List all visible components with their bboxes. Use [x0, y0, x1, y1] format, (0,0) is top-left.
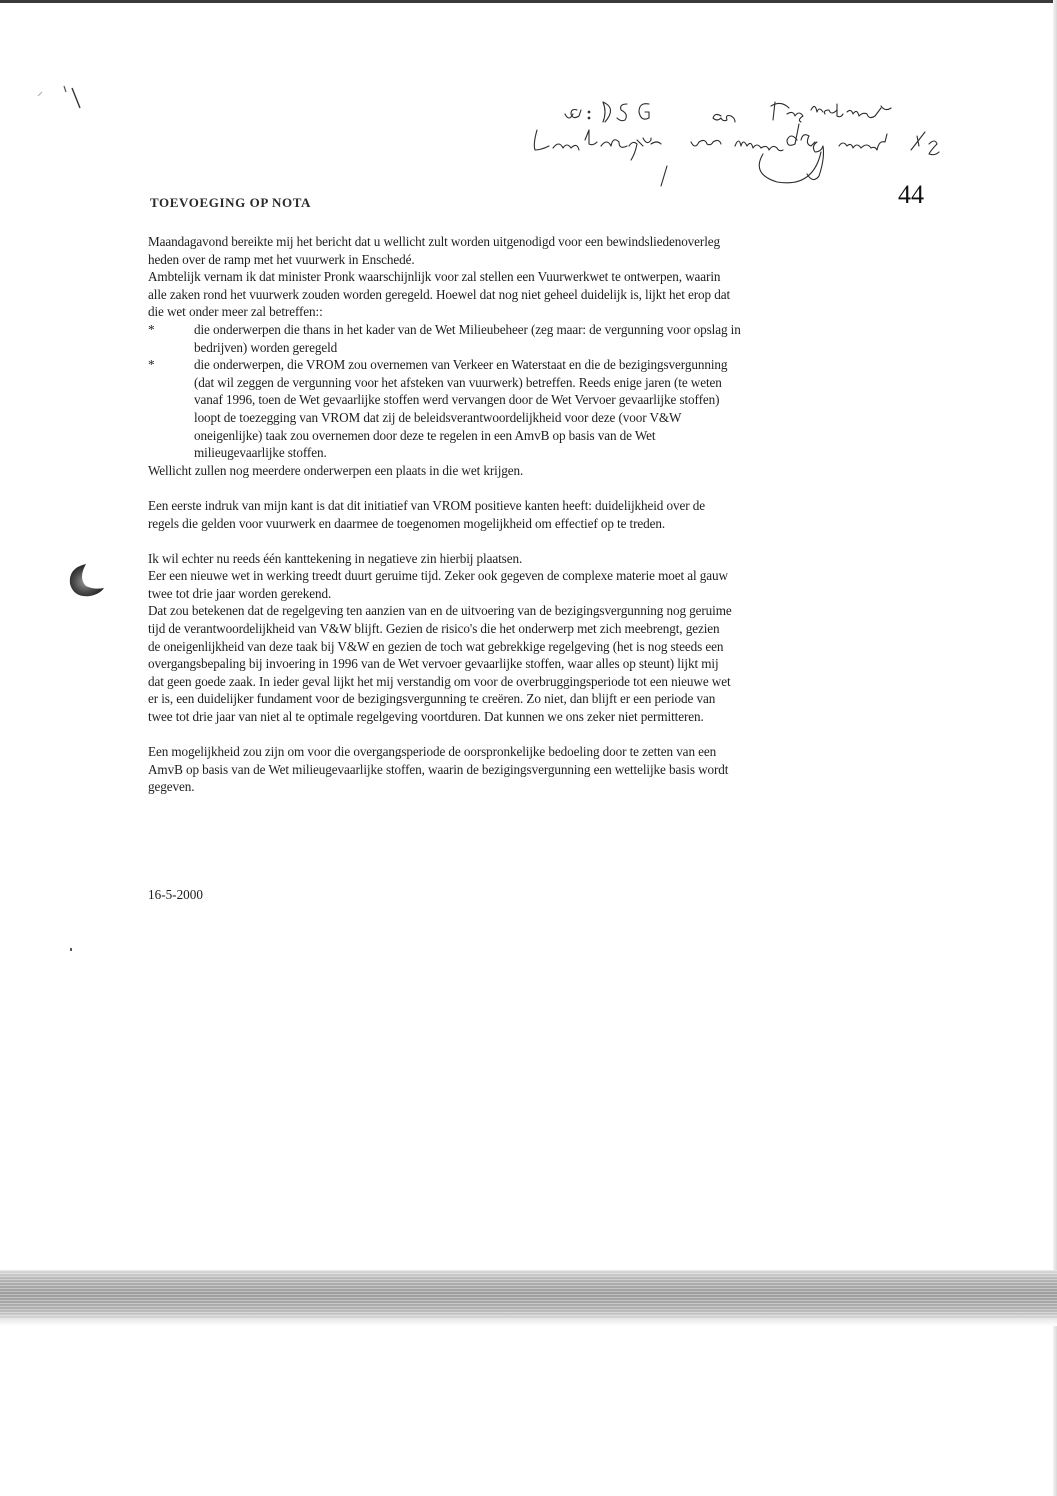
bullet-1-line-2: bedrijven) worden geregeld: [194, 339, 338, 355]
paragraph-1-line-2: heden over de ramp met het vuurwerk in Enschedé.: [148, 251, 415, 267]
paragraph-6-line-3: gegeven.: [148, 779, 195, 795]
paragraph-4-line-2: regels die gelden voor vuurwerk en daarmee de toegenomen mogelijkheid om effectief op te treden.: [148, 515, 666, 531]
paragraph-5-line-10: twee tot drie jaar van niet al te optimale regelgeving voortduren. Dat kunnen we ons zeker niet permitteren.: [148, 709, 704, 725]
paragraph-1-line-1: Maandagavond bereikte mij het bericht dat u wellicht zult worden uitgenodigd voor een bewindsliedenoverleg: [148, 234, 721, 249]
paragraph-3-line-1: Wellicht zullen nog meerdere onderwerpen een plaats in die wet krijgen.: [148, 462, 524, 478]
scan-mark-icon: [36, 82, 84, 112]
paragraph-5-line-7: overgangsbepaling bij invoering in 1996 van de Wet vervoer gevaarlijke stoffen, waar alles op steunt) lijkt mij: [148, 656, 719, 672]
paragraph-2-line-3: die wet onder meer zal betreffen::: [148, 304, 323, 320]
bullet-marker: *: [148, 321, 155, 337]
paragraph-gap: [148, 532, 886, 550]
bullet-2-line-5: oneigenlijke) taak zou overnemen door deze te regelen in een AmvB op basis van de Wet: [194, 427, 656, 443]
paragraph-5-line-5: tijd de verantwoordelijkheid van V&W blijft. Gezien de risico's die het onderwerp met zich meebrengt, gezien: [148, 621, 720, 637]
document-body: [148, 233, 886, 796]
page-number: 44: [898, 180, 924, 209]
paragraph-gap: [148, 726, 886, 744]
scan-fold-band-fade: [0, 1318, 1057, 1326]
bullet-item-2: [148, 356, 886, 462]
bullet-item-1: [148, 321, 886, 356]
paragraph-gap: [148, 479, 886, 497]
document-heading: TOEVOEGING OP NOTA: [150, 195, 312, 210]
bullet-1-line-1: die onderwerpen die thans in het kader van de Wet Milieubeheer (zeg maar: de vergunning voor opslag in: [194, 321, 741, 337]
paragraph-2-line-2: alle zaken rond het vuurwerk zouden worden geregeld. Hoewel dat nog niet geheel duidelijk is, lijkt het erop dat: [148, 286, 731, 302]
scan-top-edge: [0, 0, 1057, 3]
paragraph-5-line-6: de oneigenlijkheid van deze taak bij V&W en gezien de toch wat gebrekkige regelgeving (het is nog steeds een: [148, 638, 724, 654]
bullet-2-line-6: milieugevaarlijke stoffen.: [194, 445, 327, 461]
paragraph-4-line-1: Een eerste indruk van mijn kant is dat dit initiatief van VROM positieve kanten heeft: duidelijkheid over de: [148, 497, 705, 513]
paragraph-5-line-9: er is, een duidelijker fundament voor de bezigingsvergunning te creëren. Zo niet, dan blijft er een periode van: [148, 691, 716, 707]
paragraph-5-line-3: twee tot drie jaar worden gerekend.: [148, 585, 332, 601]
bullet-2-line-3: vanaf 1996, toen de Wet gevaarlijke stoffen werd vervangen door de Wet Vervoer gevaarlijke stoffen): [194, 392, 720, 408]
scan-fold-band: [0, 1270, 1057, 1318]
bullet-2-line-4: loopt de toezegging van VROM dat zij de beleidsverantwoordelijkheid voor deze (voor V&W: [194, 409, 682, 425]
paragraph-2-line-1: Ambtelijk vernam ik dat minister Pronk waarschijnlijk voor zal stellen een Vuurwerkwet te ontwerpen, waarin: [148, 269, 721, 285]
paragraph-5-line-8: dat geen goede zaak. In ieder geval lijkt het mij verstandig om voor de overbruggingsperiode tot een nieuwe wet: [148, 673, 731, 689]
paragraph-6-line-2: AmvB op basis van de Wet milieugevaarlijke stoffen, waarin de bezigingsvergunning een wettelijke basis wordt: [148, 761, 729, 777]
paragraph-5-line-4: Dat zou betekenen dat de regelgeving ten aanzien van en de uitvoering van de bezigingsvergunning nog geruime: [148, 603, 732, 619]
paragraph-6-line-1: Een mogelijkheid zou zijn om voor die overgangsperiode de oorspronkelijke bedoeling door te zetten van een: [148, 744, 717, 760]
paragraph-5-line-1: Ik wil echter nu reeds één kanttekening in negatieve zin hierbij plaatsen.: [148, 550, 523, 566]
paragraph-5-line-2: Eer een nieuwe wet in werking treedt duurt geruime tijd. Zeker ook gegeven de complexe materie moet al gauw: [148, 568, 728, 584]
document-date: 16-5-2000: [148, 887, 203, 902]
bullet-marker: *: [148, 357, 155, 373]
bullet-2-line-2: (dat wil zeggen de vergunning voor het afsteken van vuurwerk) betreffen. Reeds enige jaren (te weten: [194, 374, 722, 390]
punch-hole-mark-icon: [64, 560, 106, 602]
bullet-2-line-1: die onderwerpen, die VROM zou overnemen van Verkeer en Waterstaat en die de bezigingsvergunning: [194, 357, 728, 373]
scan-speck: [70, 948, 72, 951]
